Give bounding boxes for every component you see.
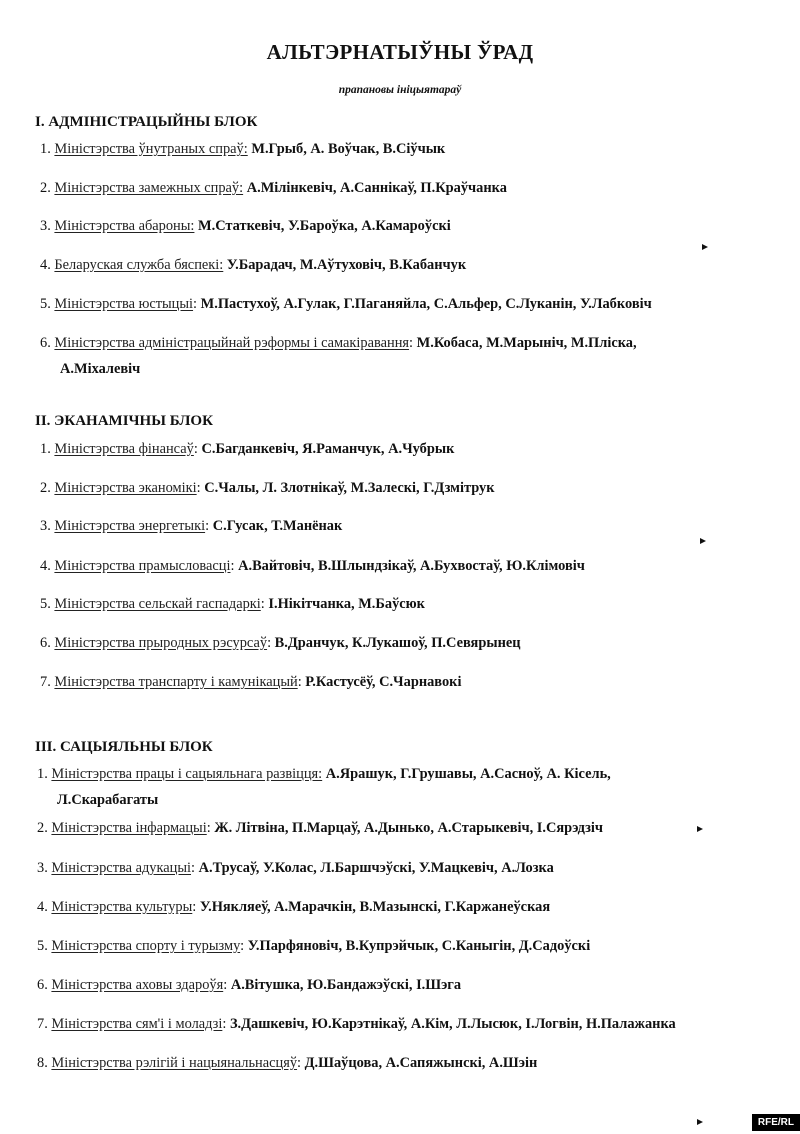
ministry-name: Міністэрства спорту і турызму	[51, 938, 241, 954]
separator: :	[192, 899, 197, 915]
candidate-names: Д.Шаўцова, А.Сапяжынскі, А.Шэін	[304, 1055, 538, 1071]
item-number: 7.	[37, 1016, 48, 1032]
scan-mark-icon	[697, 826, 703, 832]
separator: :	[193, 441, 198, 457]
ministry-name: Міністэрства замежных спраў:	[54, 180, 244, 196]
ministry-item	[40, 596, 425, 613]
candidate-names: М.Грыб, А. Воўчак, В.Сіўчык	[251, 141, 446, 157]
ministry-item	[40, 257, 466, 274]
ministry-item	[40, 558, 585, 575]
candidate-names: М.Пастухоў, А.Гулак, Г.Паганяйла, С.Альфер, С.Луканін, У.Лабковіч	[200, 296, 652, 312]
scan-mark-icon	[700, 538, 706, 544]
separator: :	[260, 596, 265, 612]
ministry-name: Міністэрства юстыцыі	[54, 296, 194, 312]
item-number: 3.	[40, 518, 51, 534]
ministry-name: Міністэрства транспарту і камунікацый	[54, 674, 298, 690]
scan-mark-icon	[702, 244, 708, 250]
candidate-names: С.Гусак, Т.Манёнак	[212, 518, 343, 534]
ministry-item	[37, 820, 603, 837]
separator: :	[222, 1016, 227, 1032]
item-number: 7.	[40, 674, 51, 690]
item-number: 3.	[37, 860, 48, 876]
candidate-names: С.Чалы, Л. Злотнікаў, М.Залескі, Г.Дзмітрук	[204, 480, 495, 496]
item-number: 6.	[40, 635, 51, 651]
separator: :	[191, 860, 196, 876]
ministry-item	[40, 441, 454, 458]
candidate-names: А.Мілінкевіч, А.Саннікаў, П.Краўчанка	[246, 180, 507, 196]
ministry-item	[40, 480, 495, 497]
ministry-name: Міністэрства працы і сацыяльнага развіцця:	[51, 766, 323, 782]
candidate-names: У.Някляеў, А.Марачкін, В.Мазынскі, Г.Каржанеўская	[199, 899, 551, 915]
candidate-names: А.Трусаў, У.Колас, Л.Баршчэўскі, У.Мацкевіч, А.Лозка	[198, 860, 554, 876]
ministry-item	[37, 977, 461, 994]
ministry-name: Міністэрства эканомікі	[54, 480, 197, 496]
candidate-names: А.Вайтовіч, В.Шлындзікаў, А.Бухвостаў, Ю.Клімовіч	[238, 558, 585, 574]
ministry-name: Міністэрства фінансаў	[54, 441, 194, 457]
ministry-name: Міністэрства адміністрацыйнай рэформы і самакіравання	[54, 335, 410, 351]
ministry-name: Міністэрства энергетыкі	[54, 518, 206, 534]
candidate-names: У.Парфяновіч, В.Купрэйчык, С.Каныгін, Д.Садоўскі	[247, 938, 591, 954]
ministry-name: Беларуская служба бяспекі:	[54, 257, 224, 273]
ministry-item	[37, 938, 590, 955]
separator: :	[193, 296, 198, 312]
item-number: 1.	[40, 441, 51, 457]
ministry-item	[40, 518, 342, 535]
ministry-name: Міністэрства абароны:	[54, 218, 195, 234]
item-number: 2.	[40, 180, 51, 196]
ministry-name: Міністэрства інфармацыі	[51, 820, 207, 836]
candidate-names: А.Вітушка, Ю.Бандажэўскі, І.Шэга	[230, 977, 462, 993]
ministry-item	[37, 1055, 537, 1072]
separator: :	[297, 1055, 302, 1071]
separator: :	[297, 674, 302, 690]
candidate-names: С.Багданкевіч, Я.Раманчук, А.Чубрык	[201, 441, 455, 457]
ministry-name: Міністэрства рэлігій і нацыянальнасцяў	[51, 1055, 298, 1071]
separator: :	[267, 635, 272, 651]
ministry-item	[40, 335, 637, 377]
ministry-item	[37, 1016, 676, 1033]
candidate-names: М.Статкевіч, У.Бароўка, А.Камароўскі	[198, 218, 451, 234]
page-subtitle: прапановы ініцыятараў	[338, 84, 462, 96]
candidate-names: М.Кобаса, М.Марыніч, М.Пліска,	[416, 335, 637, 351]
block-heading: ІІІ. САЦЫЯЛЬНЫ БЛОК	[35, 739, 213, 755]
ministry-item	[37, 899, 550, 916]
item-number: 5.	[40, 296, 51, 312]
ministry-name: Міністэрства сям'і і моладзі	[51, 1016, 223, 1032]
candidate-names: В.Дранчук, К.Лукашоў, П.Севярынец	[274, 635, 521, 651]
ministry-item	[40, 180, 507, 197]
candidate-names: З.Дашкевіч, Ю.Карэтнікаў, А.Кім, Л.Лысюк, І.Логвін, Н.Палажанка	[229, 1016, 676, 1032]
ministry-name: Міністэрства сельскай гаспадаркі	[54, 596, 261, 612]
candidate-names: Р.Кастусёў, С.Чарнавокі	[305, 674, 462, 690]
item-number: 8.	[37, 1055, 48, 1071]
item-number: 5.	[40, 596, 51, 612]
item-number: 1.	[40, 141, 51, 157]
ministry-name: Міністэрства аховы здароўя	[51, 977, 224, 993]
ministry-name: Міністэрства прамысловасці	[54, 558, 231, 574]
rferl-watermark: RFE/RL	[752, 1114, 800, 1131]
separator: :	[206, 820, 211, 836]
page-title: АЛЬТЭРНАТЫЎНЫ ЎРАД	[266, 40, 534, 64]
block-heading: ІІ. ЭКАНАМІЧНЫ БЛОК	[35, 413, 213, 429]
scan-mark-icon	[697, 1119, 703, 1125]
separator: :	[230, 558, 235, 574]
block-heading: І. АДМІНІСТРАЦЫЙНЫ БЛОК	[35, 114, 258, 130]
ministry-item	[40, 674, 461, 691]
item-number: 2.	[40, 480, 51, 496]
item-number: 4.	[37, 899, 48, 915]
ministry-name: Міністэрства прыродных рэсурсаў	[54, 635, 268, 651]
candidate-names: У.Барадач, М.Аўтуховіч, В.Кабанчук	[226, 257, 467, 273]
item-number: 4.	[40, 558, 51, 574]
item-number: 3.	[40, 218, 51, 234]
separator: :	[223, 977, 228, 993]
item-number: 4.	[40, 257, 51, 273]
candidate-names-continued: Л.Скарабагаты	[57, 792, 159, 808]
item-number: 2.	[37, 820, 48, 836]
candidate-names: І.Нікітчанка, М.Баўсюк	[268, 596, 425, 612]
item-number: 6.	[37, 977, 48, 993]
ministry-item	[40, 296, 652, 313]
item-number: 6.	[40, 335, 51, 351]
ministry-name: Міністэрства ўнутраных спраў:	[54, 141, 248, 157]
ministry-name: Міністэрства культуры	[51, 899, 193, 915]
candidate-names: Ж. Літвіна, П.Марцаў, А.Дынько, А.Старыкевіч, І.Сярэдзіч	[214, 820, 604, 836]
candidate-names: А.Ярашук, Г.Грушавы, А.Сасноў, А. Кісель,	[325, 766, 611, 782]
ministry-name: Міністэрства адукацыі	[51, 860, 192, 876]
ministry-item	[40, 635, 521, 652]
separator: :	[205, 518, 210, 534]
ministry-item	[40, 218, 451, 235]
separator: :	[240, 938, 245, 954]
ministry-item	[40, 141, 445, 158]
item-number: 1.	[37, 766, 48, 782]
ministry-item	[37, 766, 611, 808]
ministry-item	[37, 860, 554, 877]
separator: :	[196, 480, 201, 496]
candidate-names-continued: А.Міхалевіч	[60, 361, 141, 377]
separator: :	[409, 335, 414, 351]
item-number: 5.	[37, 938, 48, 954]
